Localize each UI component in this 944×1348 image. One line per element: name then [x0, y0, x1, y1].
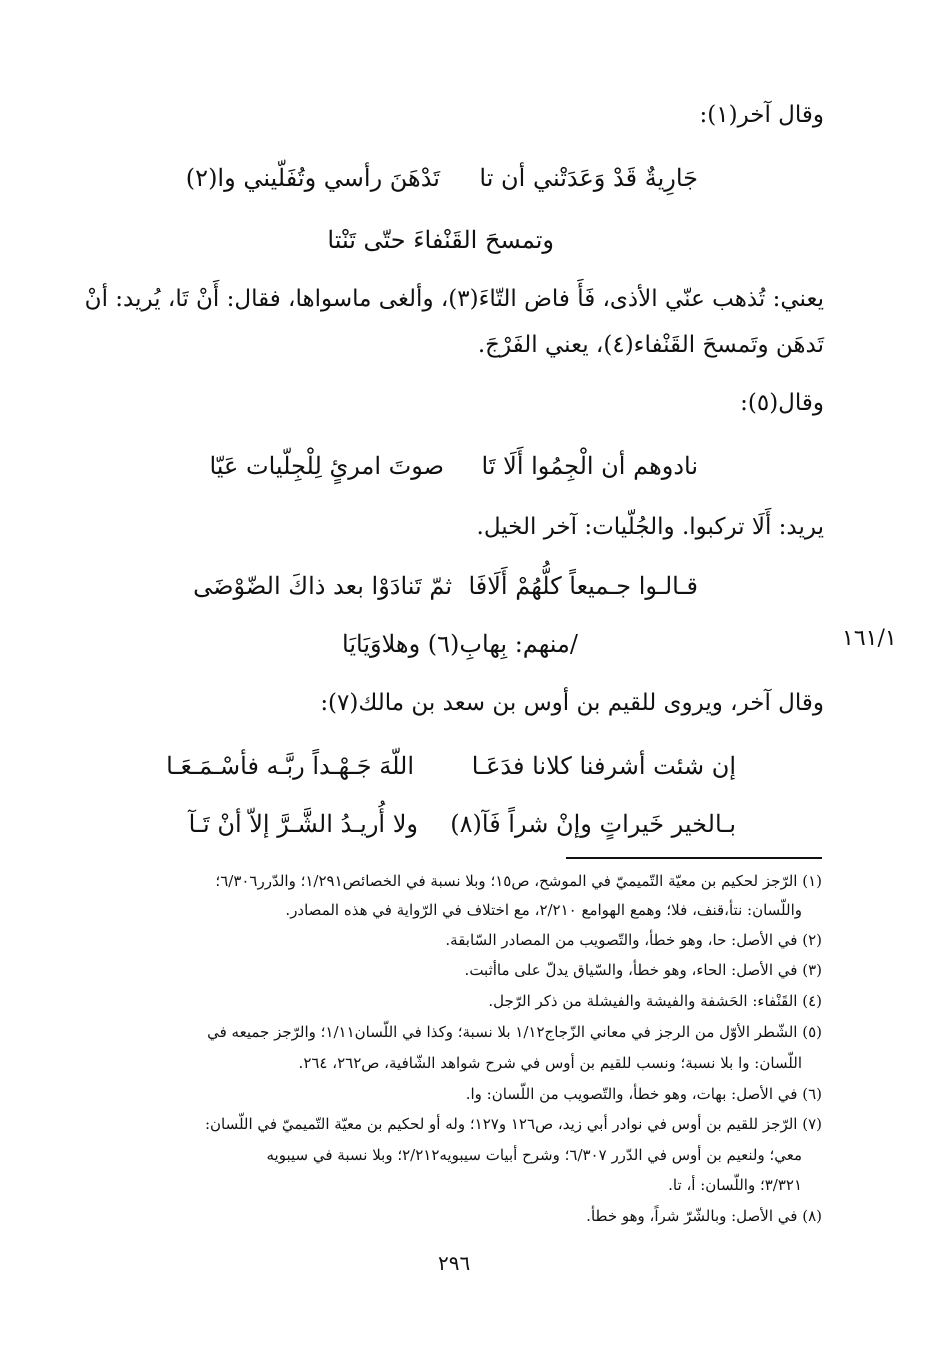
- footnote-2: (٢) في الأصل: حا، وهو خطأ، والتّصويب من المصادر السّابقة.: [445, 931, 822, 949]
- intro-line-2: وقال(٥):: [740, 390, 824, 416]
- footnote-1-line-1: (١) الرّجز لحكيم بن معيّة التّميميّ في الموشح، ص١٥؛ وبلا نسبة في الخصائص١/٢٩١؛ والدّرر٦/٣٠٦؛: [215, 872, 822, 890]
- footnote-7-line-2: معي؛ ولنعيم بن أوس في الدّرر ٦/٣٠٧؛ وشرح أبيات سيبويه٢/٢١٢؛ وبلا نسبة في سيبويه: [266, 1146, 802, 1164]
- page-number: ٢٩٦: [438, 1251, 471, 1275]
- explanation-1-line-2: تَدهَن وتَمسحَ القَنْفاء(٤)، يعني الفَرْجَ.: [477, 332, 824, 358]
- verse-3-continuation: /منهم: بِهابِ(٦) وهلاوَيَايَا: [342, 630, 578, 658]
- footnote-5-line-1: (٥) الشّطر الأوّل من الرجز في معاني الزّجاج١/١٢ بلا نسبة؛ وكذا في اللّسان١/١١؛ والرّجز جميعه في: [207, 1023, 822, 1041]
- intro-line-1: وقال آخر(١):: [699, 102, 824, 128]
- verse-5-second-hemistich: ولا أُريـدُ الشَّـرَّ إلاّ أنْ تَـآ: [188, 810, 418, 838]
- verse-1-continuation: وتمسحَ القَنْفاءَ حتّى تَنْتا: [327, 226, 554, 254]
- verse-3-first-hemistich: قـالـوا جـميعاً كلُّهُمْ أَلَافَا: [468, 572, 698, 600]
- intro-line-3: وقال آخر، ويروى للقيم بن أوس بن سعد بن مالك(٧):: [320, 690, 824, 716]
- footnote-7-line-1: (٧) الرّجز للقيم بن أوس في نوادر أبي زيد، ص١٢٦ و١٢٧؛ وله أو لحكيم بن معيّة التّميميّ في اللّسان:: [204, 1115, 822, 1133]
- explanation-2: يريد: أَلَا تركبوا. والجُلّيات: آخر الخيل.: [476, 514, 824, 540]
- verse-1-second-hemistich: تَدْهَنَ رأسي وتُفَلّيني وا(٢): [185, 164, 440, 192]
- margin-reference: ١٦١/١: [842, 626, 897, 651]
- footnote-1-line-2: واللّسان: نتأ،قنف، فلا؛ وهمع الهوامع ٢/٢١٠، مع اختلاف في الرّواية في هذه المصادر.: [285, 901, 802, 919]
- explanation-1-line-1: يعني: تُذهب عنّي الأذى، فَأَ فاض التّاءَ(٣)، وألغى ماسواها، فقال: أَنْ تَا، يُريد: أنْ: [84, 286, 824, 312]
- verse-1-first-hemistich: جَارِيةٌ قَدْ وَعَدَتْني أن تا: [479, 164, 698, 192]
- verse-2-first-hemistich: نادوهم أن الْجِمُوا أَلَا تَا: [481, 452, 698, 480]
- footnote-4: (٤) القَنْفاء: الحَشفة والفيشة والفيشلة من ذكر الرّجل.: [488, 992, 822, 1010]
- verse-4-second-hemistich: اللّهَ جَـهْـداً ربَّـه فأسْـمَـعَـا: [166, 752, 414, 780]
- footnote-3: (٣) في الأصل: الحاء، وهو خطأ، والسّياق يدلّ على ماأثبت.: [464, 961, 822, 979]
- verse-4-first-hemistich: إن شئت أشرفنا كلانا فدَعَـا: [471, 752, 736, 780]
- footnote-8: (٨) في الأصل: وبالشّرّ شراً، وهو خطأ.: [586, 1207, 822, 1225]
- footnote-6: (٦) في الأصل: بهات، وهو خطأ، والتّصويب من اللّسان: وا.: [465, 1085, 822, 1103]
- verse-5-first-hemistich: بـالخير خَيراتٍ وإنْ شراً فَآ(٨): [450, 810, 736, 838]
- footnote-7-line-3: ٣/٣٢١؛ واللّسان: أ، تا.: [668, 1176, 802, 1194]
- footnote-separator: [566, 857, 822, 859]
- footnote-5-line-2: اللّسان: وا بلا نسبة؛ ونسب للقيم بن أوس في شرح شواهد الشّافية، ص٢٦٢، ٢٦٤.: [298, 1054, 802, 1072]
- verse-2-second-hemistich: صوتَ امرئٍ لِلْجِلّيات عَيّا: [209, 452, 444, 480]
- verse-3-second-hemistich: ثمّ تَنادَوْا بعد ذاكَ الضّوْضَى: [193, 572, 452, 600]
